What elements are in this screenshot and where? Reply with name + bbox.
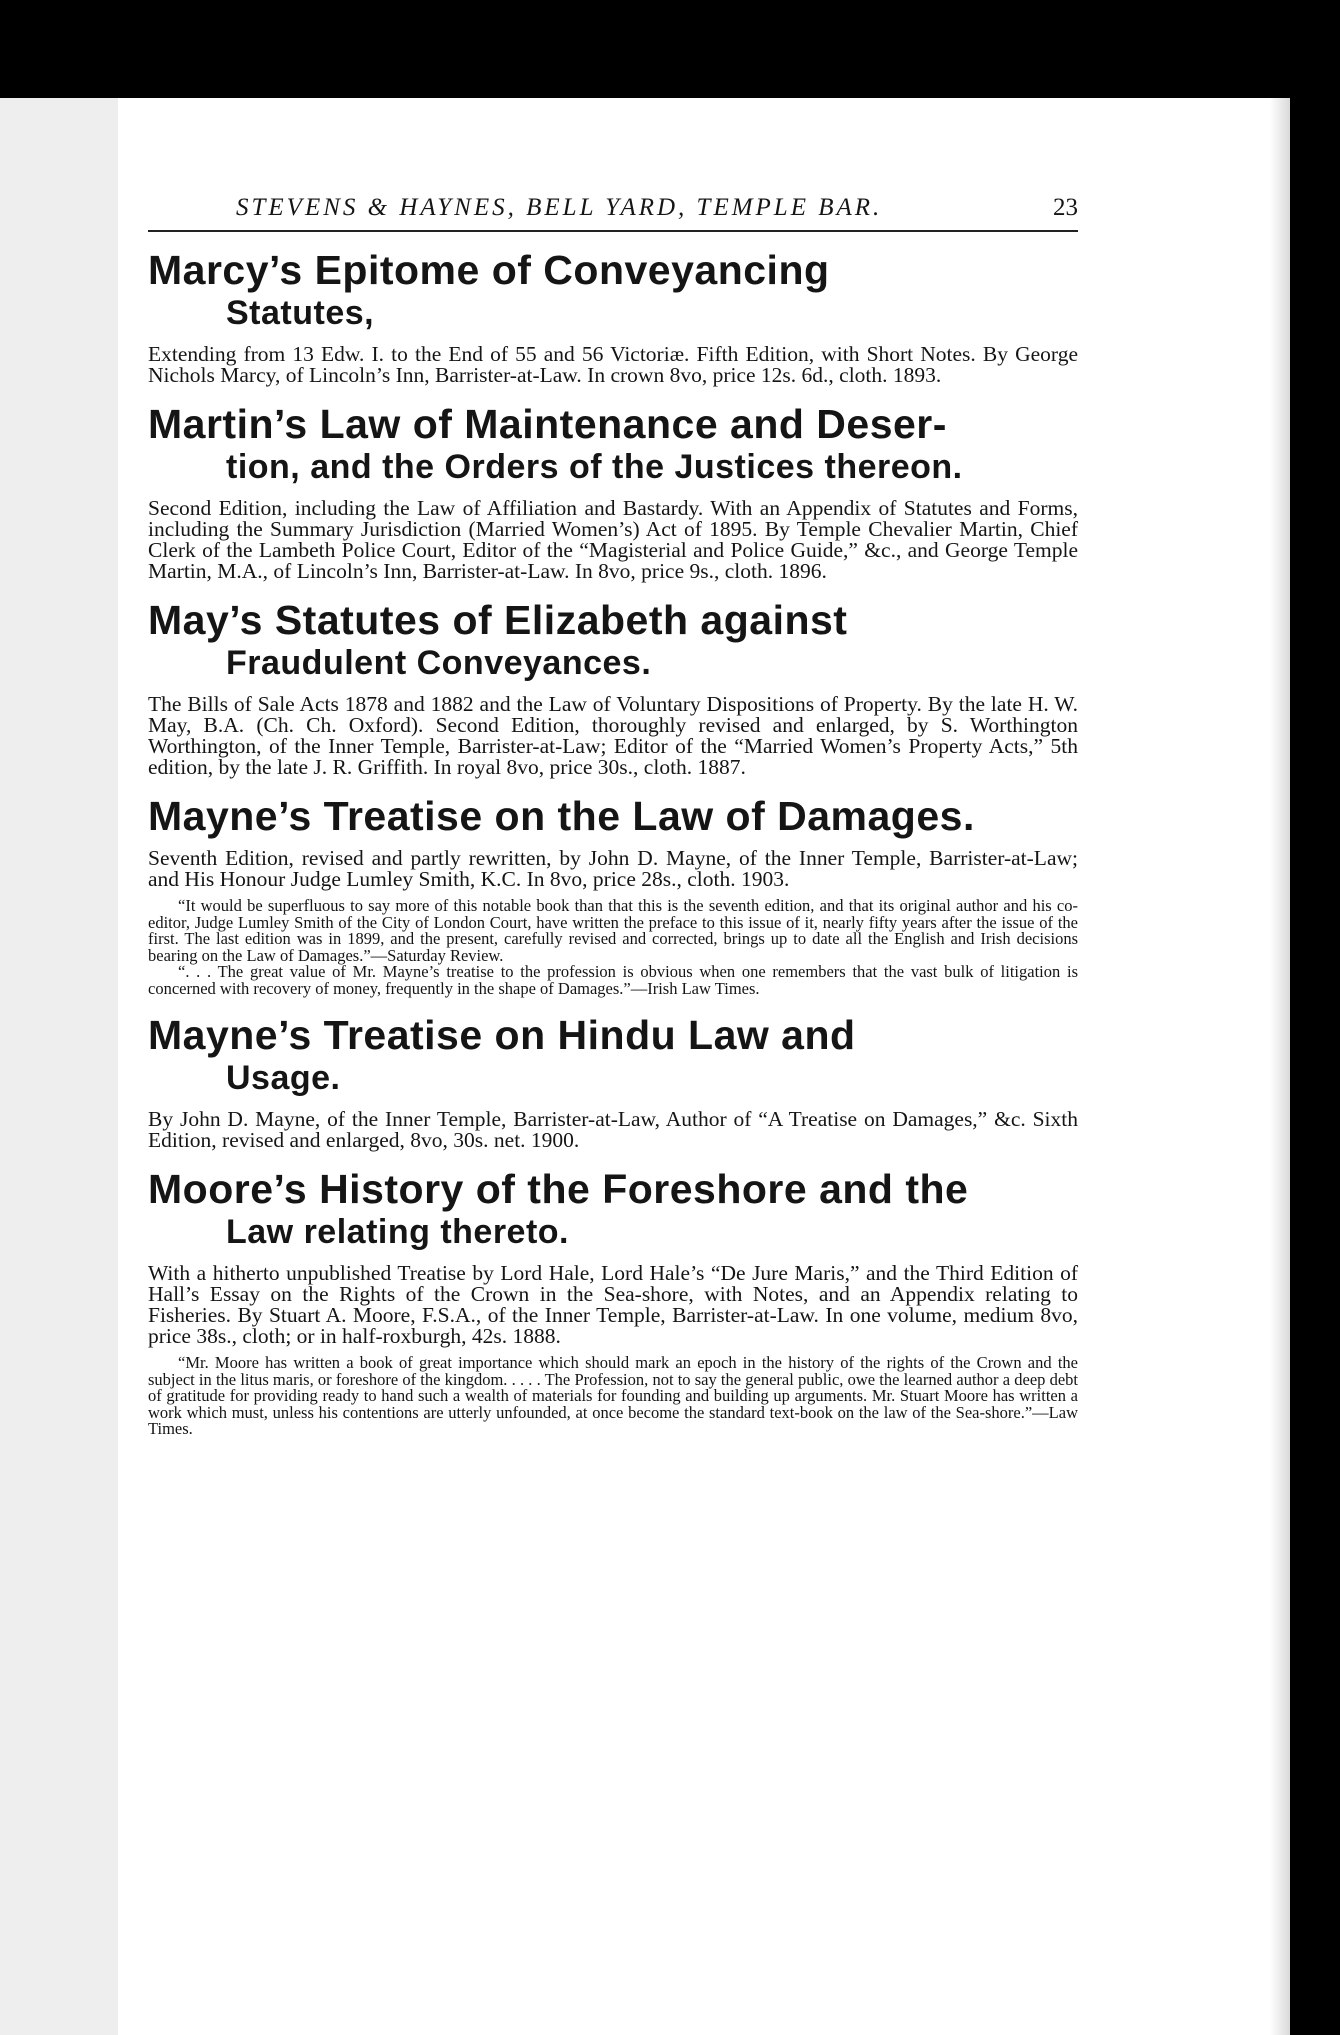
entry-may	[148, 598, 1078, 778]
running-title: STEVENS & HAYNES, BELL YARD, TEMPLE BAR.	[236, 194, 883, 221]
review-quote: “Mr. Moore has written a book of great importance which should mark an epoch in the history of the rights of the Crown and the subject in the litus maris, or foreshore of the kingdom. . . . . The Profession, not to say the general public, owe the learned author a deep debt of gratitude for providing ready to hand such a wealth of materials for founding and building up arguments. Mr. Stuart Moore has written a work which must, unless his contentions are utterly unfounded, at once become the standard text-book on the law of the Sea-shore.”—Law Times.	[148, 1353, 1078, 1438]
entry-title-line1: Martin’s Law of Maintenance and Deser-	[148, 401, 947, 447]
entry-body: Extending from 13 Edw. I. to the End of 55 and 56 Victoriæ. Fifth Edition, with Short Notes. By George Nichols Marcy, of Lincoln’s Inn, Barrister-at-Law. In crown 8vo, price 12s. 6d., cloth. 1893.	[148, 342, 1078, 387]
entry-title-line1: Mayne’s Treatise on Hindu Law and	[148, 1012, 856, 1058]
entry-body: By John D. Mayne, of the Inner Temple, Barrister-at-Law, Author of “A Treatise on Damages,” &c. Sixth Edition, revised and enlarged, 8vo, 30s. net. 1900.	[148, 1107, 1078, 1152]
entry-martin	[148, 402, 1078, 582]
entry-mayne-hindu	[148, 1013, 1078, 1151]
entry-title-line1: Mayne’s Treatise on the Law of Damages.	[148, 793, 975, 839]
entry-title	[148, 1167, 1078, 1253]
entry-title	[148, 1013, 1078, 1099]
entry-title-line1: May’s Statutes of Elizabeth against	[148, 597, 848, 643]
entry-title-line1: Marcy’s Epitome of Conveyancing	[148, 247, 830, 293]
entry-body: Seventh Edition, revised and partly rewritten, by John D. Mayne, of the Inner Temple, Barrister-at-Law; and His Honour Judge Lumley Smith, K.C. In 8vo, price 28s., cloth. 1903.	[148, 846, 1078, 891]
entry-title	[148, 248, 1078, 334]
entry-title-line2: Statutes,	[226, 294, 375, 332]
review-quote: “. . . The great value of Mr. Mayne’s treatise to the profession is obvious when one remembers that the vast bulk of litigation is concerned with recovery of money, frequently in the shape of Damages.”—Irish Law Times.	[148, 962, 1078, 998]
adjacent-page-strip	[0, 98, 118, 2035]
review-quote: “It would be superfluous to say more of this notable book than that this is the seventh edition, and that its original author and his co-editor, Judge Lumley Smith of the City of London Court, have written the preface to this issue of it, nearly fifty years after the issue of the first. The last edition was in 1899, and the present, carefully revised and corrected, brings up to date all the English and Irish decisions bearing on the Law of Damages.”—Saturday Review.	[148, 896, 1078, 965]
entry-body: With a hitherto unpublished Treatise by Lord Hale, Lord Hale’s “De Jure Maris,” and the Third Edition of Hall’s Essay on the Rights of the Crown in the Sea-shore, with Notes, and an Appendix relating to Fisheries. By Stuart A. Moore, F.S.A., of the Inner Temple, Barrister-at-Law. In one volume, medium 8vo, price 38s., cloth; or in half-roxburgh, 42s. 1888.	[148, 1261, 1078, 1348]
entry-title-line2: Fraudulent Conveyances.	[226, 644, 652, 682]
entry-title-line1: Moore’s History of the Foreshore and the	[148, 1166, 969, 1212]
page-content	[148, 190, 1078, 1438]
entry-body: The Bills of Sale Acts 1878 and 1882 and the Law of Voluntary Dispositions of Property. By the late H. W. May, B.A. (Ch. Ch. Oxford). Second Edition, thoroughly revised and enlarged, by S. Worthington Worthington, of the Inner Temple, Barrister-at-Law; Editor of the “Married Women’s Property Acts,” 5th edition, by the late J. R. Griffith. In royal 8vo, price 30s., cloth. 1887.	[148, 692, 1078, 779]
page-edge-shadow	[1270, 98, 1290, 2035]
entry-title	[148, 402, 1078, 488]
entry-title	[148, 794, 1078, 838]
page-number: 23	[1053, 194, 1078, 221]
entry-title-line2: Usage.	[226, 1059, 341, 1097]
entry-moore	[148, 1167, 1078, 1438]
entry-body: Second Edition, including the Law of Affiliation and Bastardy. With an Appendix of Statutes and Forms, including the Summary Jurisdiction (Married Women’s) Act of 1895. By Temple Chevalier Martin, Chief Clerk of the Lambeth Police Court, Editor of the “Magisterial and Police Guide,” &c., and George Temple Martin, M.A., of Lincoln’s Inn, Barrister-at-Law. In 8vo, price 9s., cloth. 1896.	[148, 496, 1078, 583]
entry-marcy	[148, 248, 1078, 386]
entry-mayne-damages	[148, 794, 1078, 997]
running-head	[148, 190, 1078, 232]
entry-title	[148, 598, 1078, 684]
entry-title-line2: tion, and the Orders of the Justices thereon.	[226, 448, 963, 486]
entry-title-line2: Law relating thereto.	[226, 1213, 569, 1251]
